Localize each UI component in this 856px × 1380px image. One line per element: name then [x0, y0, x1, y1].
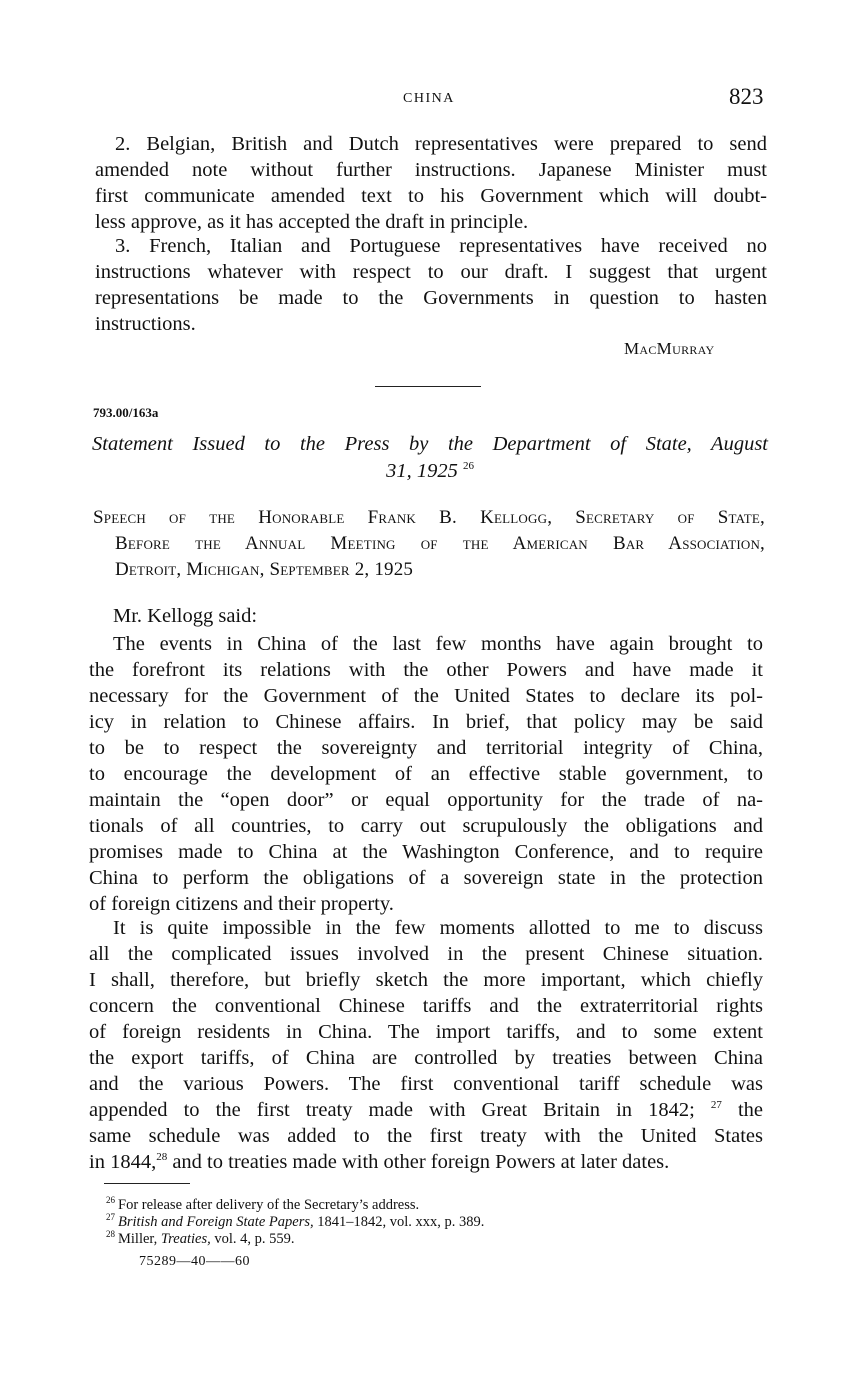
- footnotes: [106, 1197, 484, 1248]
- text-line: maintain the “open door” or equal opportunity for the trade of na-: [89, 789, 763, 811]
- line-text: and to treaties made with other foreign Powers at later dates.: [172, 1151, 670, 1173]
- text-line: promises made to China at the Washington Conference, and to require: [89, 841, 763, 863]
- text-line: concern the conventional Chinese tariffs and the extraterritorial rights: [89, 995, 763, 1017]
- text-line: icy in relation to Chinese affairs. In brief, that policy may be said: [89, 711, 763, 733]
- text-line: to be to respect the sovereignty and territorial integrity of China,: [89, 737, 763, 759]
- footnote-author: Miller,: [118, 1231, 158, 1247]
- text-line: The events in China of the last few months have again brought to: [113, 633, 763, 655]
- signature: MacMurray: [624, 339, 715, 358]
- print-code: 75289—40——60: [139, 1254, 250, 1269]
- title-line: [92, 458, 768, 485]
- text-line: of foreign citizens and their property.: [89, 893, 394, 915]
- speech-paragraph-1: [89, 631, 763, 917]
- text-line: 3. French, Italian and Portuguese representatives have received no: [115, 235, 767, 257]
- telegram-paragraph-3: [95, 233, 767, 337]
- title-date: 31, 1925: [386, 460, 458, 482]
- text-line: [89, 1149, 763, 1175]
- line-text: appended to the first treaty made with Great Britain in 1842;: [89, 1099, 695, 1121]
- text-line: same schedule was added to the first treaty with the United States: [89, 1125, 763, 1147]
- text-line: necessary for the Government of the United States to declare its pol-: [89, 685, 763, 707]
- text-line: and the various Powers. The first conventional tariff schedule was: [89, 1073, 763, 1095]
- footnote-divider: [104, 1183, 190, 1184]
- footnote-number: 27: [106, 1212, 115, 1223]
- footnote: [106, 1214, 484, 1231]
- text-line: 2. Belgian, British and Dutch representatives were prepared to send: [115, 133, 767, 155]
- text-line: instructions whatever with respect to our draft. I suggest that urgent: [95, 261, 767, 283]
- speech-heading: [93, 505, 765, 583]
- heading-line: Detroit, Michigan, September 2, 1925: [115, 559, 414, 580]
- text-line: representations be made to the Governments in question to hasten: [95, 287, 767, 309]
- footnote-source-title: British and Foreign State Papers,: [118, 1214, 314, 1230]
- speech-paragraph-2: [89, 915, 763, 1175]
- footnote: [106, 1197, 484, 1214]
- section-divider: [375, 386, 481, 387]
- line-text: the: [737, 1099, 764, 1121]
- footnote-number: 26: [106, 1195, 115, 1206]
- text-line: China to perform the obligations of a sovereign state in the protection: [89, 867, 763, 889]
- footnote: [106, 1231, 484, 1248]
- text-line: tionals of all countries, to carry out scrupulously the obligations and: [89, 815, 763, 837]
- text-line: It is quite impossible in the few moments allotted to me to discuss: [113, 917, 763, 939]
- text-line: to encourage the development of an effective stable government, to: [89, 763, 763, 785]
- page-number: 823: [729, 84, 764, 109]
- footnote-ref: 26: [462, 460, 474, 473]
- heading-line: Before the Annual Meeting of the American Bar Association,: [115, 533, 765, 554]
- telegram-paragraph-2: [95, 131, 767, 235]
- footnote-ref: 28: [156, 1151, 168, 1164]
- footnote-ref: 27: [710, 1099, 722, 1112]
- footnote-source-title: Treaties,: [160, 1231, 211, 1247]
- line-text: in 1844,: [89, 1151, 157, 1173]
- text-line: all the complicated issues involved in the present Chinese situation.: [89, 943, 763, 965]
- text-line: [89, 1097, 763, 1123]
- footnote-number: 28: [106, 1229, 115, 1240]
- text-line: of foreign residents in China. The import tariffs, and to some extent: [89, 1021, 763, 1043]
- footnote-text: 1841–1842, vol. xxx, p. 389.: [317, 1214, 485, 1230]
- text-line: I shall, therefore, but briefly sketch the more important, which chiefly: [89, 969, 763, 991]
- text-line: amended note without further instructions. Japanese Minister must: [95, 159, 767, 181]
- text-line: instructions.: [95, 313, 196, 335]
- text-line: first communicate amended text to his Government which will doubt-: [95, 185, 767, 207]
- document-title: [92, 431, 768, 485]
- heading-line: Speech of the Honorable Frank B. Kellogg, Secretary of State,: [93, 507, 765, 528]
- file-number: 793.00/163a: [93, 405, 159, 420]
- text-line: the forefront its relations with the other Powers and have made it: [89, 659, 763, 681]
- speaker-intro: Mr. Kellogg said:: [113, 605, 258, 627]
- footnote-text: vol. 4, p. 559.: [214, 1231, 295, 1247]
- text-line: less approve, as it has accepted the draft in principle.: [95, 211, 529, 233]
- footnote-text: For release after delivery of the Secretary’s address.: [118, 1197, 420, 1213]
- text-line: the export tariffs, of China are controlled by treaties between China: [89, 1047, 763, 1069]
- title-line: Statement Issued to the Press by the Department of State, August: [92, 433, 768, 455]
- running-header: CHINA: [403, 91, 455, 106]
